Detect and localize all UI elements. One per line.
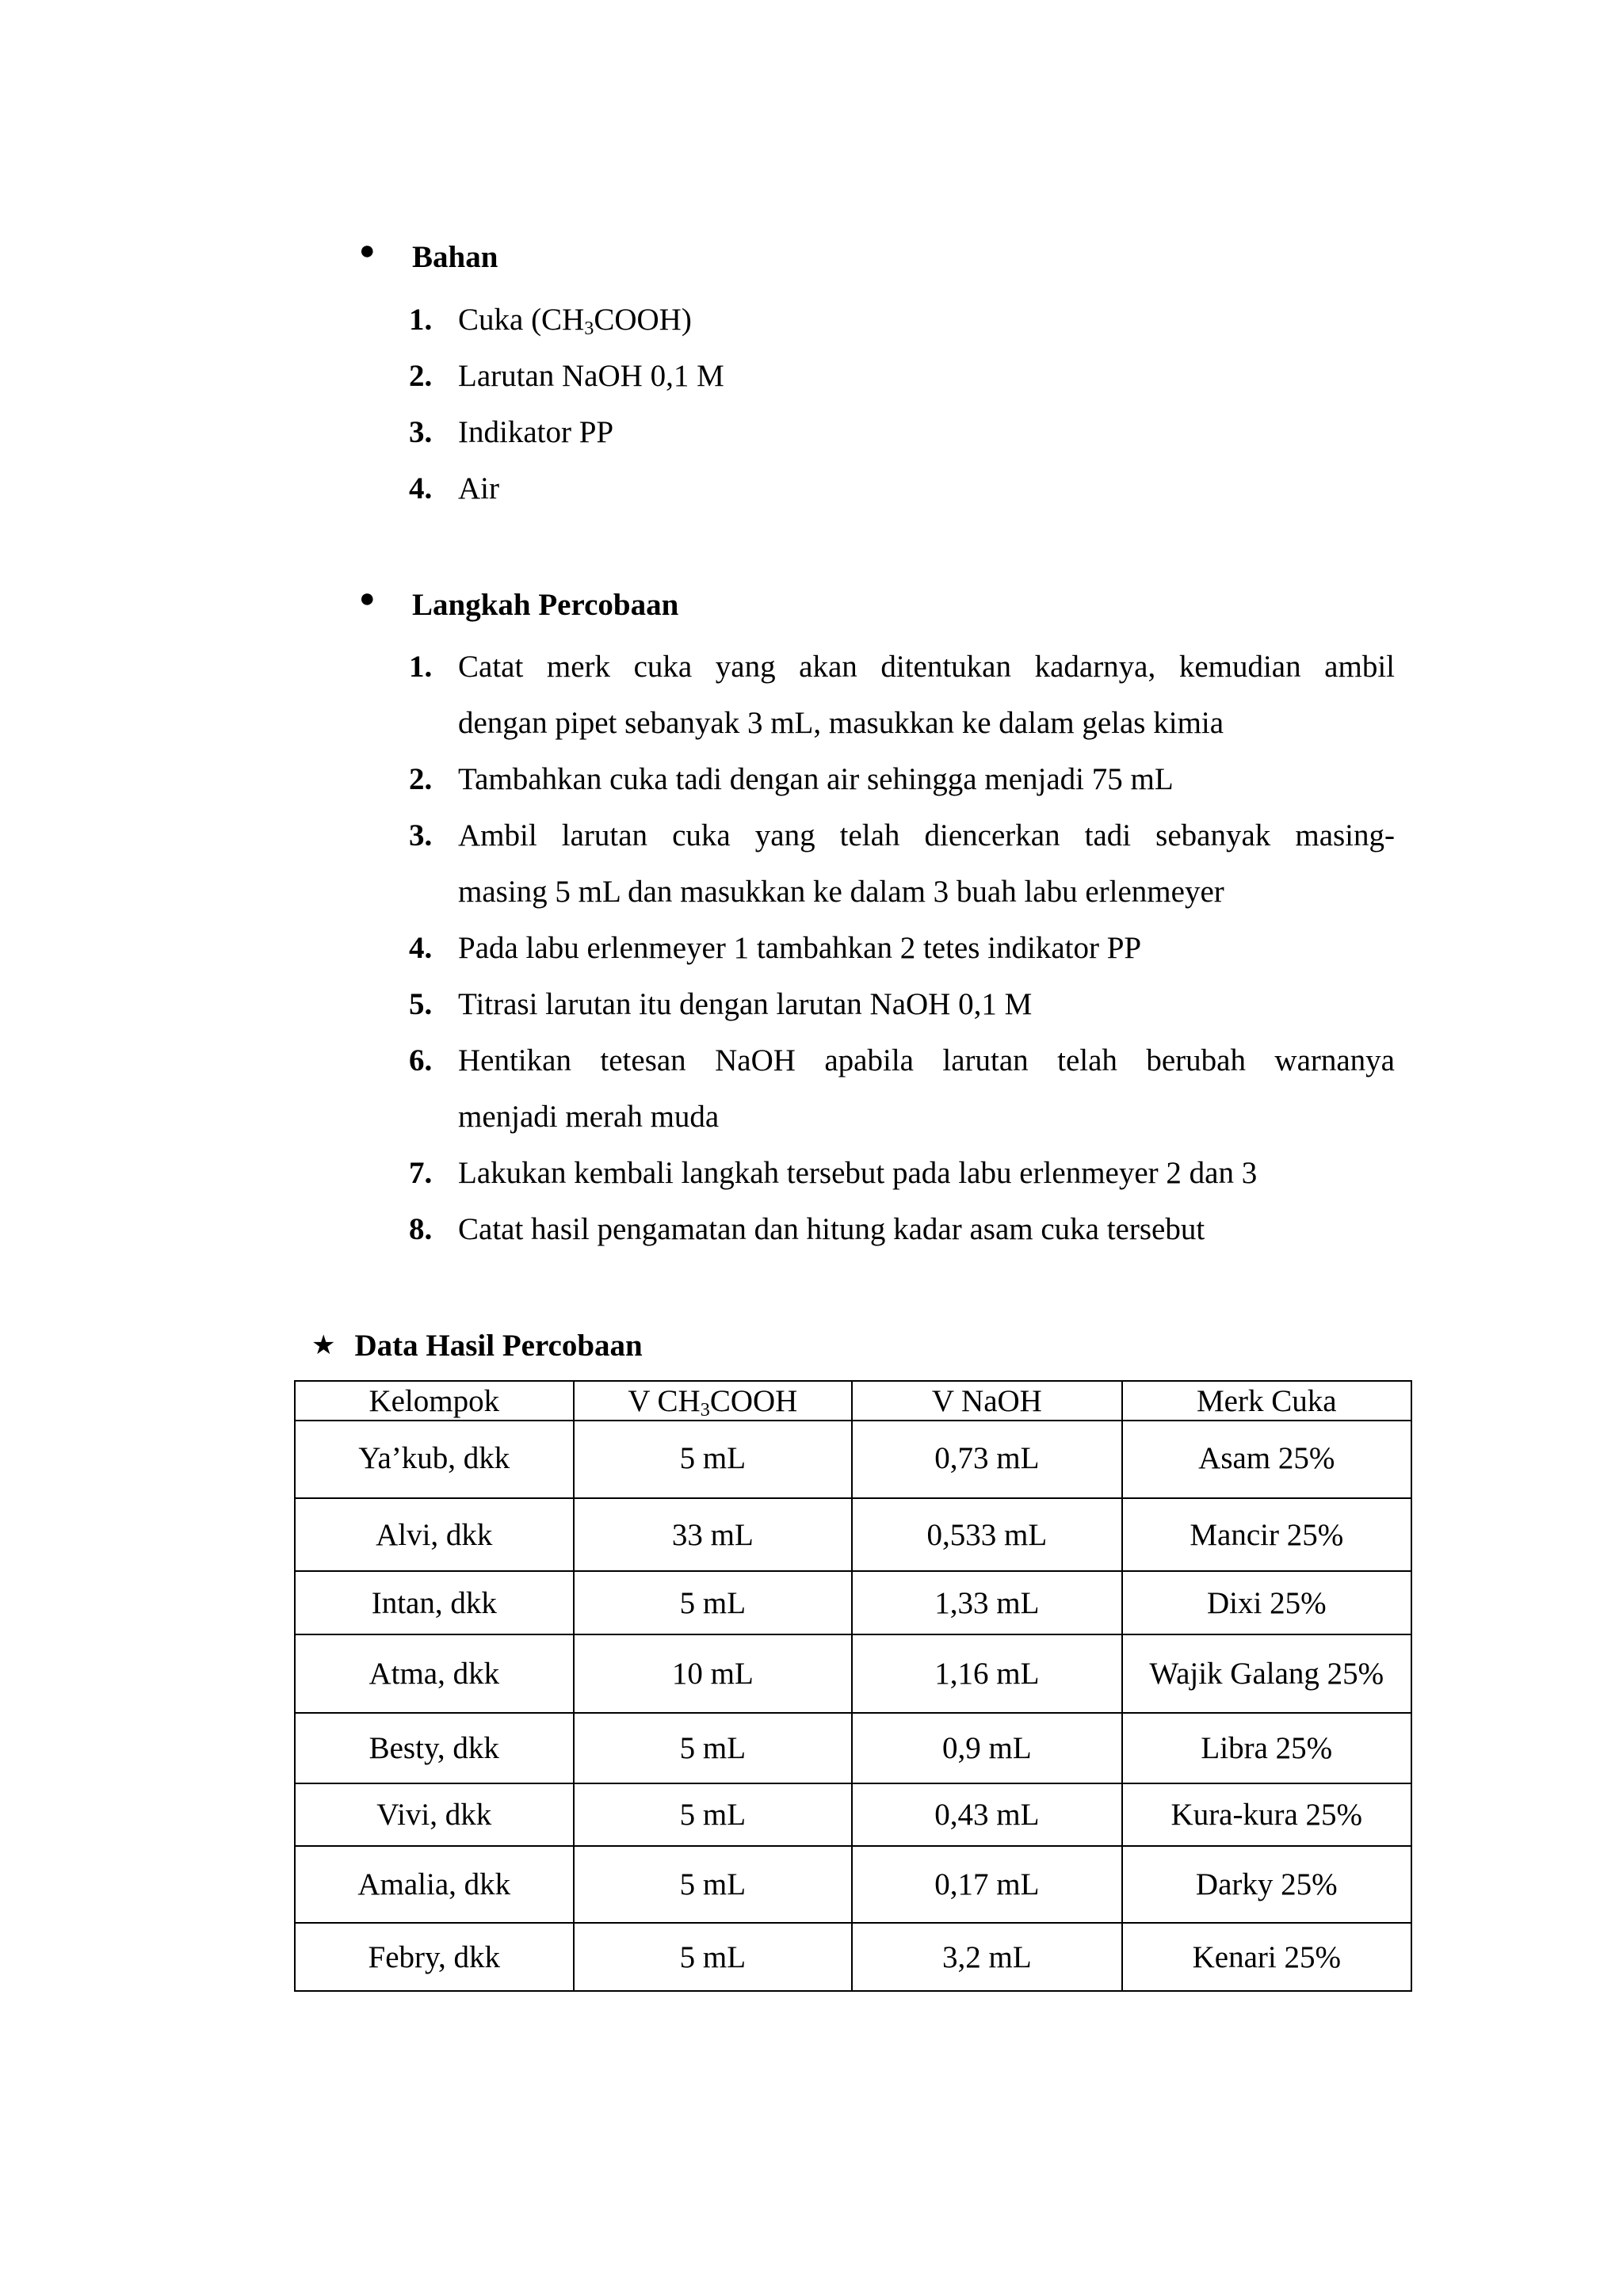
cell-merk: Darky 25% (1122, 1846, 1411, 1923)
cell-v-naoh: 1,33 mL (852, 1571, 1121, 1634)
list-text: Larutan NaOH 0,1 M (458, 359, 724, 393)
cell-v-naoh: 0,73 mL (852, 1421, 1121, 1498)
list-number: 2. (409, 359, 433, 393)
list-number: 4. (409, 471, 433, 505)
list-text: Cuka $(CH_3COOH)$ (458, 303, 692, 340)
list-text: Pada labu erlenmeyer 1 tambahkan 2 tetes indikator PP (458, 931, 1142, 965)
cell-v-ch3cooh: 33 mL (574, 1498, 853, 1571)
cell-v-ch3cooh: 5 mL (574, 1783, 853, 1846)
table-header-row (295, 1381, 1411, 1421)
cell-kelompok: Alvi, dkk (295, 1498, 574, 1571)
list-text: Tambahkan cuka tadi dengan air sehingga menjadi 75 mL (458, 762, 1174, 796)
list-number: 8. (409, 1212, 433, 1246)
section-heading-hasil (311, 1322, 643, 1369)
cell-v-ch3cooh: 10 mL (574, 1634, 853, 1713)
list-number: 2. (409, 762, 433, 796)
cell-merk: Mancir 25% (1122, 1498, 1411, 1571)
cell-kelompok: Vivi, dkk (295, 1783, 574, 1846)
table-row (295, 1713, 1411, 1783)
section-heading-langkah (412, 581, 678, 628)
star-icon: ★ (311, 1329, 336, 1361)
cell-merk: Wajik Galang 25% (1122, 1634, 1411, 1713)
list-number: 5. (409, 987, 433, 1021)
table-row (295, 1634, 1411, 1713)
list-text: dengan pipet sebanyak 3 mL, masukkan ke dalam gelas kimia (458, 706, 1224, 740)
list-text: masing 5 mL dan masukkan ke dalam 3 buah labu erlenmeyer (458, 875, 1224, 909)
list-text: Indikator PP (458, 415, 614, 449)
cell-kelompok: Intan, dkk (295, 1571, 574, 1634)
cell-kelompok: Amalia, dkk (295, 1846, 574, 1923)
list-number: 4. (409, 931, 433, 965)
cell-kelompok: Ya’kub, dkk (295, 1421, 574, 1498)
list-number: 3. (409, 818, 433, 852)
list-text: Ambil larutan cuka yang telah diencerkan tadi sebanyak masing- (458, 818, 1395, 852)
cell-merk: Kura-kura 25% (1122, 1783, 1411, 1846)
hasil-title: Data Hasil Percobaan (354, 1328, 643, 1363)
cell-v-ch3cooh: 5 mL (574, 1923, 853, 1991)
cell-kelompok: Atma, dkk (295, 1634, 574, 1713)
cell-merk: Dixi 25% (1122, 1571, 1411, 1634)
bahan-title: Bahan (412, 239, 498, 274)
cell-merk: Libra 25% (1122, 1713, 1411, 1783)
list-text: Catat hasil pengamatan dan hitung kadar asam cuka tersebut (458, 1212, 1205, 1246)
table-row (295, 1923, 1411, 1991)
cell-v-ch3cooh: 5 mL (574, 1713, 853, 1783)
cell-v-ch3cooh: 5 mL (574, 1421, 853, 1498)
cell-v-ch3cooh: 5 mL (574, 1571, 853, 1634)
list-text: Air (458, 471, 499, 505)
bullet-icon: ● (359, 584, 376, 613)
table-row (295, 1571, 1411, 1634)
list-text: Lakukan kembali langkah tersebut pada labu erlenmeyer 2 dan 3 (458, 1156, 1258, 1190)
cell-merk: Kenari 25% (1122, 1923, 1411, 1991)
list-number: 1. (409, 303, 433, 337)
header-merk: Merk Cuka (1122, 1381, 1411, 1421)
cell-kelompok: Besty, dkk (295, 1713, 574, 1783)
list-number: 3. (409, 415, 433, 449)
cell-v-ch3cooh: 5 mL (574, 1846, 853, 1923)
cell-v-naoh: 0,533 mL (852, 1498, 1121, 1571)
cell-kelompok: Febry, dkk (295, 1923, 574, 1991)
cell-v-naoh: 0,9 mL (852, 1713, 1121, 1783)
cell-v-naoh: 0,17 mL (852, 1846, 1121, 1923)
list-number: 1. (409, 650, 433, 684)
table-row (295, 1783, 1411, 1846)
cell-v-naoh: 3,2 mL (852, 1923, 1121, 1991)
header-v-ch3cooh: V $CH_3COOH$ (574, 1381, 853, 1421)
header-v-naoh: V NaOH (852, 1381, 1121, 1421)
list-number: 6. (409, 1043, 433, 1077)
section-heading-bahan (412, 233, 498, 280)
table-row (295, 1498, 1411, 1571)
cell-merk: Asam 25% (1122, 1421, 1411, 1498)
table-row (295, 1846, 1411, 1923)
langkah-title: Langkah Percobaan (412, 587, 679, 622)
list-text: Titrasi larutan itu dengan larutan NaOH 0,1 M (458, 987, 1033, 1021)
header-kelompok: Kelompok (295, 1381, 574, 1421)
list-number: 7. (409, 1156, 433, 1190)
table-row (295, 1421, 1411, 1498)
results-table (294, 1380, 1412, 1992)
list-text: Catat merk cuka yang akan ditentukan kadarnya, kemudian ambil (458, 650, 1395, 684)
list-text: menjadi merah muda (458, 1100, 720, 1134)
cell-v-naoh: 1,16 mL (852, 1634, 1121, 1713)
list-text: Hentikan tetesan NaOH apabila larutan telah berubah warnanya (458, 1043, 1395, 1077)
bullet-icon: ● (359, 236, 376, 265)
cell-v-naoh: 0,43 mL (852, 1783, 1121, 1846)
